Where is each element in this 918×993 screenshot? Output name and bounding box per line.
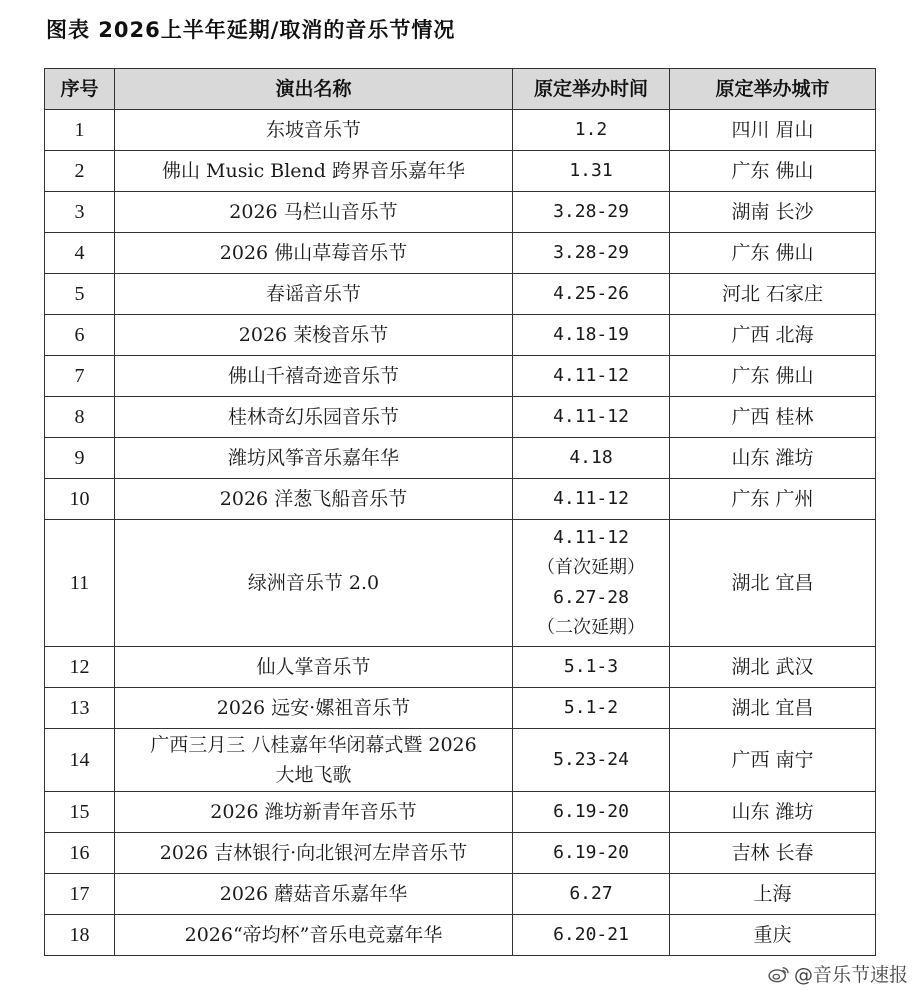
row-original-city: 河北 石家庄 — [670, 274, 876, 315]
row-show-name: 2026 远安·嫘祖音乐节 — [115, 688, 513, 729]
row-original-city: 山东 潍坊 — [670, 438, 876, 479]
row-original-time: 6.19-20 — [513, 792, 670, 833]
table-row — [45, 688, 876, 729]
row-show-name: 潍坊风筝音乐嘉年华 — [115, 438, 513, 479]
row-original-city: 广西 桂林 — [670, 397, 876, 438]
row-original-city: 广东 佛山 — [670, 356, 876, 397]
row-original-city: 湖南 长沙 — [670, 192, 876, 233]
row-index: 6 — [45, 315, 115, 356]
row-original-city: 山东 潍坊 — [670, 792, 876, 833]
row-index: 17 — [45, 874, 115, 915]
table-row — [45, 647, 876, 688]
row-original-time: 4.18 — [513, 438, 670, 479]
row-show-name: 2026 马栏山音乐节 — [115, 192, 513, 233]
weibo-icon — [768, 965, 790, 983]
row-original-time: 4.11-12 — [513, 397, 670, 438]
row-show-name: 2026 潍坊新青年音乐节 — [115, 792, 513, 833]
row-index: 13 — [45, 688, 115, 729]
watermark-text: @音乐节速报 — [793, 964, 908, 986]
row-index: 14 — [45, 729, 115, 792]
table-row — [45, 729, 876, 792]
row-original-time: 1.31 — [513, 151, 670, 192]
row-original-city: 广东 佛山 — [670, 151, 876, 192]
row-original-city: 广东 广州 — [670, 479, 876, 520]
table-caption: 图表 2026上半年延期/取消的音乐节情况 — [46, 18, 456, 42]
row-index: 18 — [45, 915, 115, 956]
header-show-name: 演出名称 — [115, 69, 513, 110]
table-row — [45, 915, 876, 956]
row-show-name: 春谣音乐节 — [115, 274, 513, 315]
table-header-row — [45, 69, 876, 110]
row-original-time: 4.18-19 — [513, 315, 670, 356]
table-row — [45, 833, 876, 874]
row-index: 15 — [45, 792, 115, 833]
row-index: 11 — [45, 520, 115, 647]
row-show-name: 广西三月三 八桂嘉年华闭幕式暨 2026 大地飞歌 — [115, 729, 513, 792]
row-original-city: 上海 — [670, 874, 876, 915]
header-original-city: 原定举办城市 — [670, 69, 876, 110]
table-row — [45, 792, 876, 833]
row-original-time: 3.28-29 — [513, 233, 670, 274]
row-index: 12 — [45, 647, 115, 688]
row-original-time: 4.11-12 （首次延期） 6.27-28 （二次延期） — [513, 520, 670, 647]
row-original-time: 5.1-2 — [513, 688, 670, 729]
row-index: 9 — [45, 438, 115, 479]
row-show-name: 2026 佛山草莓音乐节 — [115, 233, 513, 274]
row-original-city: 湖北 武汉 — [670, 647, 876, 688]
row-index: 5 — [45, 274, 115, 315]
row-index: 1 — [45, 110, 115, 151]
header-index: 序号 — [45, 69, 115, 110]
row-original-city: 湖北 宜昌 — [670, 520, 876, 647]
row-original-time: 4.11-12 — [513, 356, 670, 397]
row-show-name: 仙人掌音乐节 — [115, 647, 513, 688]
row-original-time: 5.1-3 — [513, 647, 670, 688]
row-show-name: 桂林奇幻乐园音乐节 — [115, 397, 513, 438]
table-row — [45, 397, 876, 438]
row-show-name: 2026 洋葱飞船音乐节 — [115, 479, 513, 520]
table-row — [45, 356, 876, 397]
row-index: 8 — [45, 397, 115, 438]
table-row — [45, 110, 876, 151]
table-row — [45, 274, 876, 315]
row-original-city: 湖北 宜昌 — [670, 688, 876, 729]
row-show-name: 2026“帝均杯”音乐电竞嘉年华 — [115, 915, 513, 956]
table-row — [45, 520, 876, 647]
table-row — [45, 479, 876, 520]
row-index: 10 — [45, 479, 115, 520]
row-original-city: 广东 佛山 — [670, 233, 876, 274]
row-original-city: 重庆 — [670, 915, 876, 956]
table-row — [45, 151, 876, 192]
row-index: 7 — [45, 356, 115, 397]
row-original-time: 3.28-29 — [513, 192, 670, 233]
row-original-city: 广西 北海 — [670, 315, 876, 356]
row-show-name: 佛山千禧奇迹音乐节 — [115, 356, 513, 397]
row-original-time: 5.23-24 — [513, 729, 670, 792]
watermark — [768, 960, 908, 987]
row-original-time: 6.27 — [513, 874, 670, 915]
row-original-city: 吉林 长春 — [670, 833, 876, 874]
table-row — [45, 315, 876, 356]
table-row — [45, 192, 876, 233]
row-index: 16 — [45, 833, 115, 874]
row-show-name: 佛山 Music Blend 跨界音乐嘉年华 — [115, 151, 513, 192]
row-original-city: 广西 南宁 — [670, 729, 876, 792]
table-row — [45, 438, 876, 479]
row-original-time: 4.11-12 — [513, 479, 670, 520]
row-show-name: 2026 茉梭音乐节 — [115, 315, 513, 356]
header-original-time: 原定举办时间 — [513, 69, 670, 110]
row-index: 2 — [45, 151, 115, 192]
row-show-name: 2026 蘑菇音乐嘉年华 — [115, 874, 513, 915]
festival-table — [44, 68, 876, 956]
row-show-name: 绿洲音乐节 2.0 — [115, 520, 513, 647]
table-row — [45, 874, 876, 915]
row-original-time: 1.2 — [513, 110, 670, 151]
row-index: 4 — [45, 233, 115, 274]
row-show-name: 东坡音乐节 — [115, 110, 513, 151]
row-show-name: 2026 吉林银行·向北银河左岸音乐节 — [115, 833, 513, 874]
row-original-city: 四川 眉山 — [670, 110, 876, 151]
row-index: 3 — [45, 192, 115, 233]
row-original-time: 4.25-26 — [513, 274, 670, 315]
row-original-time: 6.19-20 — [513, 833, 670, 874]
table-row — [45, 233, 876, 274]
row-original-time: 6.20-21 — [513, 915, 670, 956]
